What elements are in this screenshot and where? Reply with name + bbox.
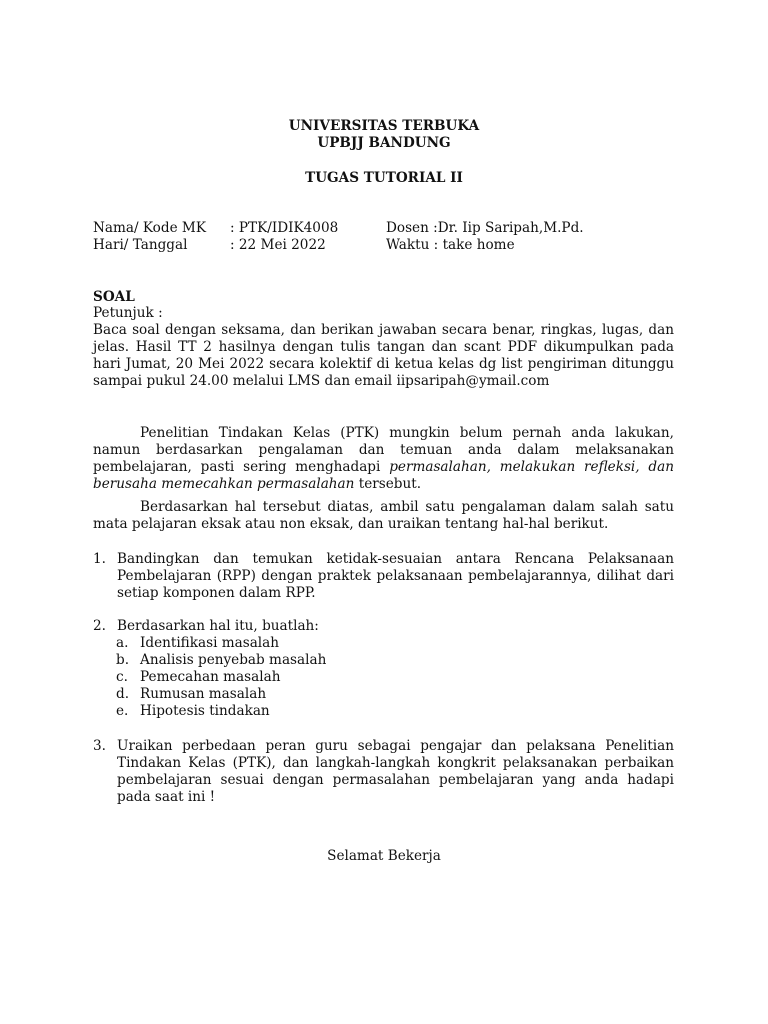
document-title: TUGAS TUTORIAL II: [305, 170, 463, 186]
time-info: Waktu : take home: [386, 237, 515, 253]
intro-paragraph-1: [93, 425, 674, 493]
unit-name: UPBJJ BANDUNG: [317, 135, 451, 151]
subitem-a: [116, 635, 279, 652]
subitem-text: Pemecahan masalah: [140, 669, 281, 685]
question-text: Bandingkan dan temukan ketidak-sesuaian antara Rencana Pelaksanaan Pembelajaran (RPP) dengan praktek pelaksanaan pembelajarannya, dilihat dari setiap komponen dalam RPP.: [117, 551, 674, 601]
subitem-d: [116, 686, 266, 703]
soal-heading: SOAL: [93, 289, 135, 305]
intro-p1-end: tersebut.: [354, 476, 422, 492]
subitem-text: Analisis penyebab masalah: [140, 652, 327, 668]
university-name: UNIVERSITAS TERBUKA: [288, 118, 480, 134]
course-label: Nama/ Kode MK: [93, 220, 207, 236]
question-3: [93, 738, 674, 806]
intro-paragraph-2: Berdasarkan hal tersebut diatas, ambil satu pengalaman dalam salah satu mata pelajaran eksak atau non eksak, dan uraikan tentang hal-hal berikut.: [93, 499, 674, 532]
question-1: [93, 551, 674, 602]
question-number: 3.: [93, 738, 106, 754]
subitem-text: Identifikasi masalah: [140, 635, 280, 651]
subitem-b: [116, 652, 326, 669]
subitem-letter: b.: [116, 652, 130, 668]
date-label: Hari/ Tanggal: [93, 237, 188, 253]
subitem-letter: a.: [116, 635, 129, 651]
question-number: 2.: [93, 618, 106, 634]
lecturer-info: Dosen :Dr. Iip Saripah,M.Pd.: [386, 220, 584, 236]
subitem-text: Hipotesis tindakan: [140, 703, 270, 719]
subitem-text: Rumusan masalah: [140, 686, 267, 702]
subitem-e: [116, 703, 270, 720]
subitem-c: [116, 669, 280, 686]
instructions-text: Baca soal dengan seksama, dan berikan jawaban secara benar, ringkas, lugas, dan jelas. Hasil TT 2 hasilnya dengan tulis tangan dan scant PDF dikumpulkan pada hari Jumat, 20 Mei 2022 secara kolektif di ketua kelas dg list pengiriman ditunggu sampai pukul 24.00 melalui LMS dan email iipsaripah@ymail.com: [93, 322, 674, 389]
question-number: 1.: [93, 551, 106, 567]
question-text: Uraikan perbedaan peran guru sebagai pengajar dan pelaksana Penelitian Tindakan Kelas (PTK), dan langkah-langkah kongkrit pelaksanakan perbaikan pembelajaran sesuai dengan permasalahan pembelajaran yang anda hadapi pada saat ini !: [117, 738, 674, 805]
subitem-letter: c.: [116, 669, 128, 685]
question-2: [93, 618, 674, 635]
subitem-letter: e.: [116, 703, 129, 719]
intro-p1-italic: permasalahan, melakukan refleksi, dan berusaha memecahkan permasalahan: [93, 459, 674, 492]
closing-text: Selamat Bekerja: [327, 848, 441, 864]
question-text: Berdasarkan hal itu, buatlah:: [117, 618, 319, 634]
subitem-letter: d.: [116, 686, 130, 702]
intro-p1-start: Penelitian Tindakan Kelas (PTK) mungkin belum pernah anda lakukan, namun berdasarkan pengalaman dan temuan anda dalam melaksanakan pembelajaran, pasti sering menghadapi: [93, 425, 674, 475]
date-value: : 22 Mei 2022: [230, 237, 326, 253]
course-value: : PTK/IDIK4008: [230, 220, 339, 236]
petunjuk-label: Petunjuk :: [93, 305, 163, 321]
